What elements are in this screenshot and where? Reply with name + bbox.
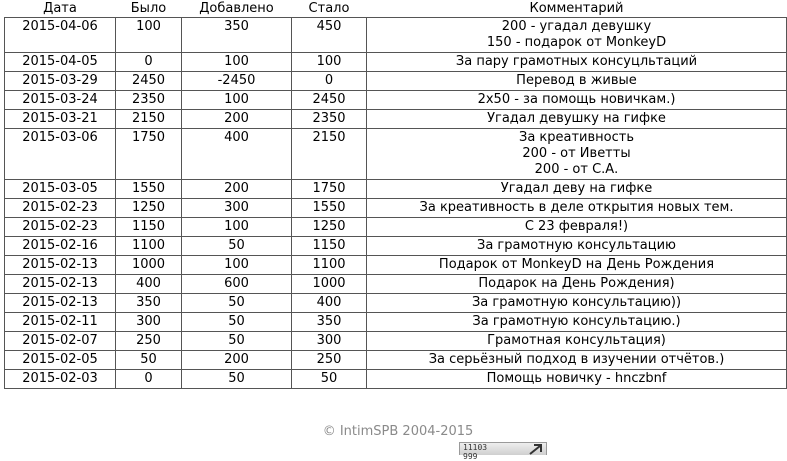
cell-comment: За грамотную консультацию: [367, 237, 787, 256]
table-row: [5, 275, 787, 294]
cell-was: 1150: [116, 218, 182, 237]
cell-now: 1250: [292, 218, 367, 237]
cell-now: 2150: [292, 129, 367, 180]
cell-added: 200: [182, 110, 292, 129]
cell-date: 2015-03-06: [5, 129, 116, 180]
cell-was: 1750: [116, 129, 182, 180]
cell-added: -2450: [182, 72, 292, 91]
cell-added: 100: [182, 53, 292, 72]
cell-was: 300: [116, 313, 182, 332]
cell-was: 50: [116, 351, 182, 370]
cell-now: 1750: [292, 180, 367, 199]
cell-added: 600: [182, 275, 292, 294]
cell-comment: За креативность 200 - от Иветты 200 - от С.А.: [367, 129, 787, 180]
cell-comment: Подарок на День Рождения): [367, 275, 787, 294]
table-row: [5, 53, 787, 72]
table-row: [5, 72, 787, 91]
ledger-body: [5, 18, 787, 389]
cell-comment: Подарок от MonkeyD на День Рождения: [367, 256, 787, 275]
table-row: [5, 313, 787, 332]
cell-date: 2015-02-23: [5, 199, 116, 218]
cell-comment: 200 - угадал девушку 150 - подарок от MonkeyD: [367, 18, 787, 53]
cell-was: 2450: [116, 72, 182, 91]
table-row: [5, 332, 787, 351]
header-was: Было: [130, 1, 167, 16]
table-row: [5, 91, 787, 110]
cell-date: 2015-02-13: [5, 275, 116, 294]
cell-date: 2015-02-05: [5, 351, 116, 370]
header-now: Стало: [308, 1, 350, 16]
cell-date: 2015-03-24: [5, 91, 116, 110]
cell-now: 1150: [292, 237, 367, 256]
cell-now: 450: [292, 18, 367, 53]
cell-was: 2150: [116, 110, 182, 129]
cell-added: 300: [182, 199, 292, 218]
cell-date: 2015-03-21: [5, 110, 116, 129]
table-row: [5, 129, 787, 180]
cell-was: 0: [116, 370, 182, 389]
cell-comment: Грамотная консультация): [367, 332, 787, 351]
table-row: [5, 218, 787, 237]
cell-added: 350: [182, 18, 292, 53]
header-date: Дата: [43, 1, 77, 16]
cell-added: 100: [182, 91, 292, 110]
cell-comment: Угадал деву на гифке: [367, 180, 787, 199]
cell-was: 350: [116, 294, 182, 313]
cell-date: 2015-04-06: [5, 18, 116, 53]
table-row: [5, 18, 787, 53]
cell-comment: Угадал девушку на гифке: [367, 110, 787, 129]
cell-date: 2015-02-11: [5, 313, 116, 332]
cell-added: 100: [182, 218, 292, 237]
table-row: [5, 370, 787, 389]
cell-date: 2015-02-13: [5, 294, 116, 313]
cell-added: 400: [182, 129, 292, 180]
cell-date: 2015-02-13: [5, 256, 116, 275]
cell-date: 2015-03-29: [5, 72, 116, 91]
cell-added: 200: [182, 180, 292, 199]
cell-comment: За пару грамотных консуцльтаций: [367, 53, 787, 72]
table-row: [5, 256, 787, 275]
header-row: [5, 0, 787, 18]
cell-comment: За грамотную консультацию)): [367, 294, 787, 313]
cell-comment: За серьёзный подход в изучении отчётов.): [367, 351, 787, 370]
cell-now: 2450: [292, 91, 367, 110]
table-row: [5, 110, 787, 129]
cell-comment: За грамотную консультацию.): [367, 313, 787, 332]
cell-now: 2350: [292, 110, 367, 129]
cell-added: 100: [182, 256, 292, 275]
cell-was: 2350: [116, 91, 182, 110]
cell-added: 200: [182, 351, 292, 370]
cell-comment: За креативность в деле открытия новых тем.: [367, 199, 787, 218]
arrow-icon: [528, 443, 544, 455]
table-row: [5, 199, 787, 218]
cell-comment: С 23 февраля!): [367, 218, 787, 237]
table-row: [5, 237, 787, 256]
cell-date: 2015-04-05: [5, 53, 116, 72]
cell-added: 50: [182, 332, 292, 351]
cell-added: 50: [182, 313, 292, 332]
ledger-header: [5, 0, 787, 18]
cell-date: 2015-02-23: [5, 218, 116, 237]
table-row: [5, 294, 787, 313]
cell-now: 1100: [292, 256, 367, 275]
cell-date: 2015-02-07: [5, 332, 116, 351]
cell-now: 300: [292, 332, 367, 351]
cell-comment: Перевод в живые: [367, 72, 787, 91]
cell-added: 50: [182, 237, 292, 256]
cell-added: 50: [182, 370, 292, 389]
cell-now: 350: [292, 313, 367, 332]
cell-comment: 2x50 - за помощь новичкам.): [367, 91, 787, 110]
cell-was: 1550: [116, 180, 182, 199]
cell-now: 50: [292, 370, 367, 389]
cell-now: 1000: [292, 275, 367, 294]
cell-date: 2015-03-05: [5, 180, 116, 199]
cell-now: 0: [292, 72, 367, 91]
cell-was: 400: [116, 275, 182, 294]
cell-was: 250: [116, 332, 182, 351]
cell-now: 250: [292, 351, 367, 370]
header-added: Добавлено: [199, 1, 274, 16]
cell-now: 100: [292, 53, 367, 72]
counter-value: 11103 999: [463, 443, 488, 461]
cell-was: 1100: [116, 237, 182, 256]
cell-comment: Помощь новичку - hnczbnf: [367, 370, 787, 389]
table-row: [5, 180, 787, 199]
cell-was: 0: [116, 53, 182, 72]
ledger-table: [4, 0, 787, 389]
table-row: [5, 351, 787, 370]
header-comment: Комментарий: [529, 1, 624, 16]
cell-date: 2015-02-16: [5, 237, 116, 256]
cell-was: 1000: [116, 256, 182, 275]
cell-now: 400: [292, 294, 367, 313]
cell-date: 2015-02-03: [5, 370, 116, 389]
visit-counter-badge[interactable]: [459, 442, 547, 461]
cell-now: 1550: [292, 199, 367, 218]
cell-was: 100: [116, 18, 182, 53]
cell-was: 1250: [116, 199, 182, 218]
cell-added: 50: [182, 294, 292, 313]
copyright-footer: © IntimSPB 2004-2015: [322, 424, 474, 439]
